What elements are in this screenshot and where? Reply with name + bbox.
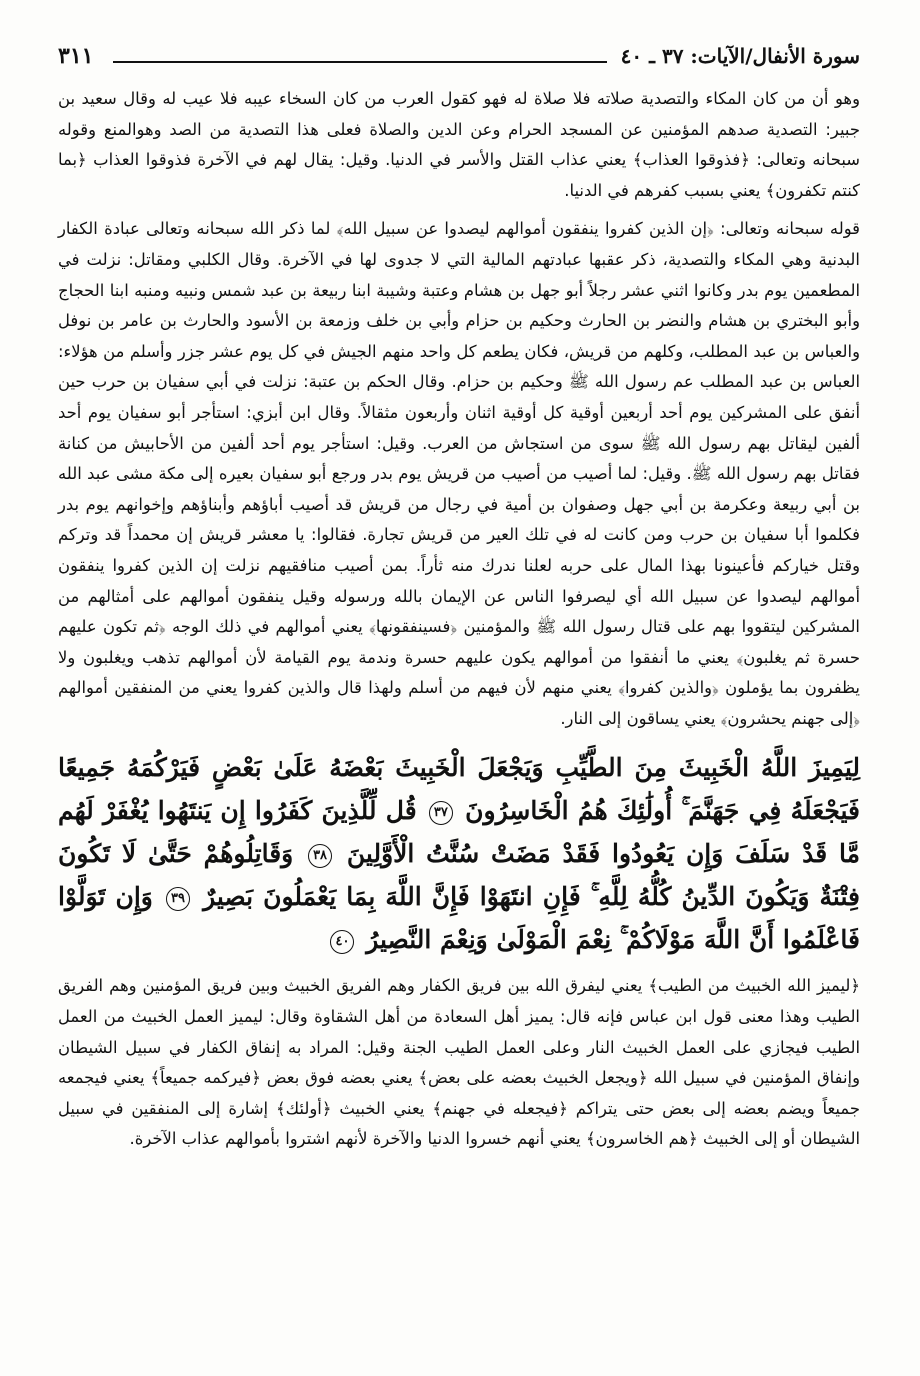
ayah-marker-37: ٣٧	[429, 801, 453, 825]
verse-37-text: لِيَمِيزَ اللَّهُ الْخَبِيثَ مِنَ الطَّيِّبِ وَيَجْعَلَ الْخَبِيثَ بَعْضَهُ عَلَىٰ بَعْضٍ فَيَرْكُمَهُ جَمِيعًا فَيَجْعَلَهُ فِي جَهَنَّمَ ۚ أُولَٰئِكَ هُمُ الْخَاسِرُونَ	[58, 753, 860, 826]
verse-40-text: وَإِن تَوَلَّوْا فَاعْلَمُوا أَنَّ اللَّهَ مَوْلَاكُمْ ۚ نِعْمَ الْمَوْلَىٰ وَنِعْمَ النَّصِيرُ	[58, 882, 860, 955]
header-rule	[113, 49, 606, 63]
ayah-marker-40: ٤٠	[330, 930, 354, 954]
ayah-marker-39: ٣٩	[166, 887, 190, 911]
paragraph-2: قوله سبحانه وتعالى: ﴿إن الذين كفروا ينفقون أموالهم ليصدوا عن سبيل الله﴾ لما ذكر الله سبحانه وتعالى عبادة الكفار البدنية وهي المكاء والتصدية، ذكر عقبها عبادتهم المالية التي لا جدوى لها في الآخرة. وقال الكلبي ومقاتل: نزلت في المطعمين يوم بدر وكانوا اثني عشر رجلاً أبو جهل بن هشام وعتبة وشيبة ابنا ربيعة بن عبد شمس ونبيه ومنبه ابنا الحجاج وأبو البختري بن هشام والنضر بن الحارث وحكيم بن حزام وأبي بن خلف وزمعة بن الأسود والحارث بن عامر بن نوفل والعباس بن عبد المطلب، وكلهم من قريش، فكان يطعم كل واحد منهم الجيش في كل يوم عشر جزر وأسلم من هؤلاء: العباس بن عبد المطلب عم رسول الله ﷺ وحكيم بن حزام. وقال الحكم بن عتبة: نزلت في أبي سفيان بن حرب حين أنفق على المشركين يوم أحد أربعين أوقية كل أوقية اثنان وأربعون مثقالاً. وقال ابن أبزي: استأجر أبو سفيان يوم أحد ألفين ليقاتل بهم رسول الله ﷺ سوى من استجاش من العرب. وقيل: استأجر يوم أحد ألفين من الأحابيش من كنانة فقاتل بهم رسول الله ﷺ. وقيل: لما أصيب من أصيب من قريش يوم بدر ورجع أبو سفيان بعيره إلى مكة مشى عبد الله بن أبي ربيعة وعكرمة بن أبي جهل وصفوان بن أمية في رجال من قريش قد أصيب أباؤهم وأبناؤهم وإخوانهم يوم بدر فكلموا أبا سفيان بن حرب ومن كانت له في تلك العير من قريش تجارة. فقالوا: يا معشر قريش إن محمداً قد وتركم وقتل خياركم فأعينونا بهذا المال على حربه لعلنا ندرك منه ثأراً. بمن أصيب منافقيهم نزلت إن الذين كفروا ينفقون أموالهم ليصدوا عن سبيل الله أي ليصرفوا الناس عن الإيمان بالله ورسوله وقيل ينفقون أموالهم على أمثالهم من المشركين ليتقووا بهم على قتال رسول الله ﷺ والمؤمنين ﴿فسينفقونها﴾ يعني أموالهم في ذلك الوجه ﴿ثم تكون عليهم حسرة ثم يغلبون﴾ يعني ما أنفقوا من أموالهم يكون عليهم حسرة وندمة يوم القيامة لأن أموالهم تذهب ويغلبون ولا يظفرون بما يؤملون ﴿والذين كفروا﴾ يعني منهم لأن فيهم من أسلم ولهذا قال والذين كفروا يعني من المنفقين أموالهم ﴿إلى جهنم يحشرون﴾ يعني يساقون إلى النار.	[58, 219, 860, 728]
verse-38-text: قُل لِّلَّذِينَ كَفَرُوا إِن يَنتَهُوا يُغْفَرْ لَهُم مَّا قَدْ سَلَفَ وَإِن يَعُودُوا فَقَدْ مَضَتْ سُنَّتُ الْأَوَّلِينَ	[58, 796, 860, 869]
page-body	[58, 84, 860, 1163]
surah-title: سورة الأنفال/الآيات: ٣٧ ـ ٤٠	[620, 44, 860, 68]
page-header	[58, 38, 860, 74]
paragraph-1: وهو أن من كان المكاء والتصدية صلاته فلا صلاة له فهو كقول العرب من كان السخاء عيبه فلا عيب له وقال سعيد بن جبير: التصدية صدهم المؤمنين عن المسجد الحرام وعن الدين والصلاة فعلى هذا التصدية من الصد وهوالمنع وقوله سبحانه وتعالى: ﴿فذوقوا العذاب﴾ يعني عذاب القتل والأسر في الدنيا. وقيل: يقال لهم في الآخرة فذوقوا العذاب ﴿بما كنتم تكفرون﴾ يعني بسبب كفرهم في الدنيا.	[58, 89, 860, 200]
verse-39-text: وَقَاتِلُوهُمْ حَتَّىٰ لَا تَكُونَ فِتْنَةٌ وَيَكُونَ الدِّينُ كُلُّهُ لِلَّهِ ۚ فَإِنِ انتَهَوْا فَإِنَّ اللَّهَ بِمَا يَعْمَلُونَ بَصِيرٌ	[58, 839, 860, 912]
paragraph-commentary: ﴿ليميز الله الخبيث من الطيب﴾ يعني ليفرق الله بين فريق الكفار وهم الفريق الخبيث وبين فريق المؤمنين وهم الفريق الطيب وهذا معنى قول ابن عباس فإنه قال: يميز أهل السعادة من أهل الشقاوة وقال: ليميز العمل الخبيث من العمل الطيب فيجازي على العمل الخبيث النار وعلى العمل الطيب الجنة وقيل: المراد به إنفاق الكفار في سبيل الشيطان وإنفاق المؤمنين في سبيل الله ﴿ويجعل الخبيث بعضه على بعض﴾ يعني بعضه فوق بعض ﴿فيركمه جميعاً﴾ يعني فيجمعه جميعاً ويضم بعضه إلى بعض حتى يتراكم ﴿فيجعله في جهنم﴾ يعني الخبيث ﴿أولئك﴾ إشارة إلى المنفقين في سبيل الشيطان أو إلى الخبيث ﴿هم الخاسرون﴾ يعني أنهم خسروا الدنيا والآخرة لأنهم اشتروا بأموالهم عذاب الآخرة.	[58, 976, 860, 1149]
page-number: ٣١١	[58, 43, 94, 69]
quran-verses	[58, 746, 860, 961]
ayah-marker-38: ٣٨	[308, 844, 332, 868]
